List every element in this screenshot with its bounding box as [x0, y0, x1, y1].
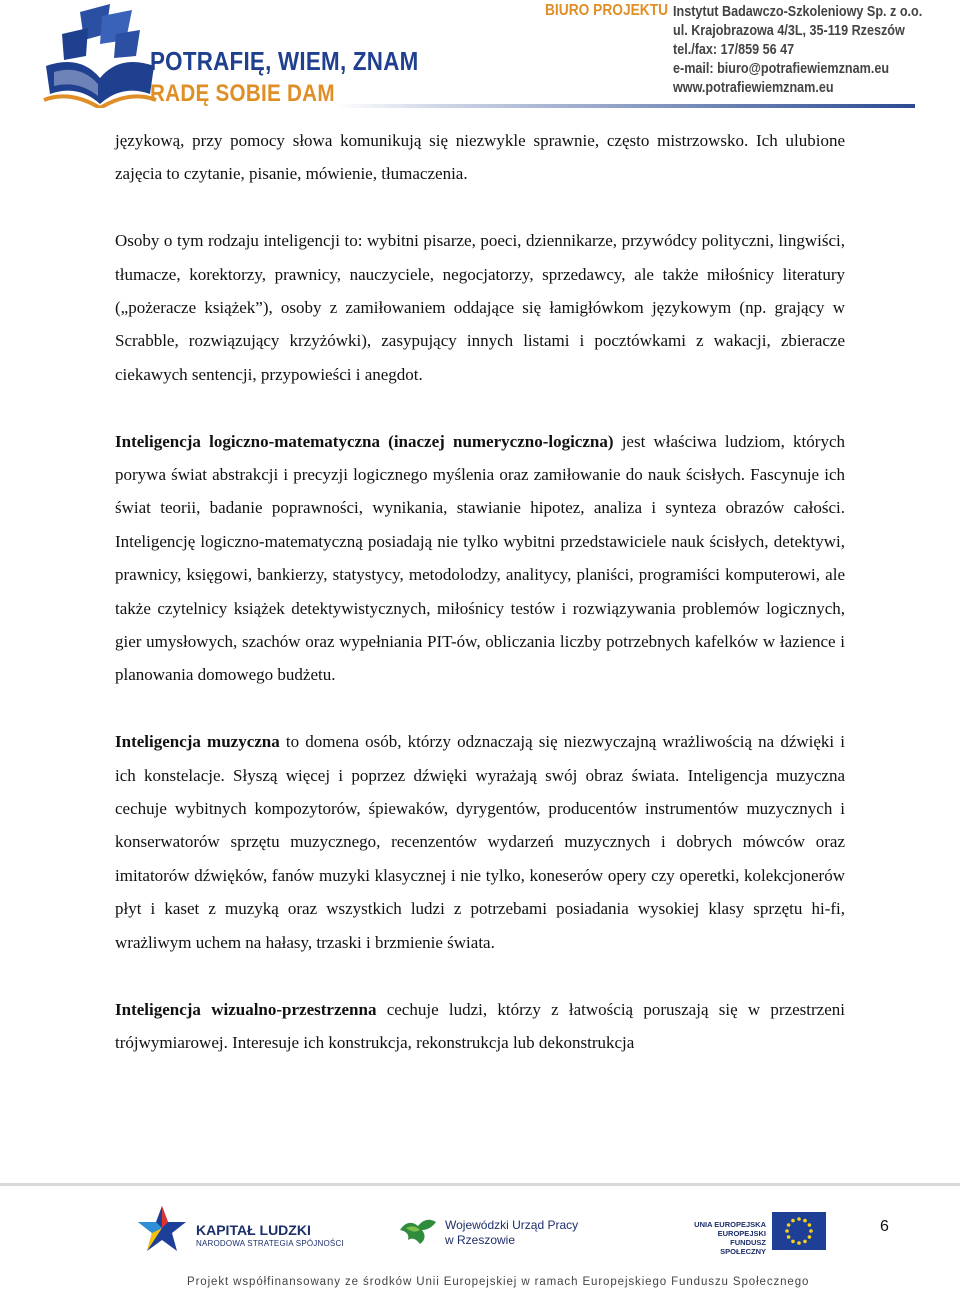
paragraph-3-text: jest właściwa ludziom, których porywa świat abstrakcji i precyzji logicznego myślenia oraz zamiłowanie do nauk ścisłych. Fascynuje ich świat teorii, badanie poprawności, wynikania, stawianie hipotez, analiza i synteza obrazów całości. Inteligencję logiczno-matematyczną posiadają nie tylko wybitni przedstawiciele nauk ścisłych, detektywi, prawnicy, księgowi, bankierzy, statystycy, metodolodzy, analitycy, planiści, programiści komputerowi, ale także czytelnicy książek detektywistycznych, miłośnicy testów i rozwiązywania problemów logicznych, gier umysłowych, szachów oraz wypełniania PIT-ów, obliczania liczby potrzebnych kafelków w łazience i planowania domowego budżetu. — [115, 431, 845, 685]
term-musical: Inteligencja muzyczna — [115, 732, 280, 752]
paragraph-visual-spatial — [115, 993, 845, 1060]
kapital-ludzki-subtitle: NARODOWA STRATEGIA SPÓJNOŚCI — [196, 1239, 344, 1248]
paragraph-5-text: cechuje ludzi, którzy z łatwością poruszają się w przestrzeni trójwymiarowej. Interesuje ich konstrukcja, rekonstrukcja lub dekonstrukcja — [115, 999, 845, 1052]
paragraph-2: Osoby o tym rodzaju inteligencji to: wybitni pisarze, poeci, dziennikarze, przywódcy polityczni, lingwiści, tłumacze, korektorzy, prawnicy, nauczyciele, negocjatorzy, sprzedawcy, ale także miłośnicy literatury („pożeracze książek”), osoby z zamiłowaniem oddające się łamigłówkom językowym (np. grający w Scrabble, rozwiązujący krzyżówki), zasypujący innych listami i pocztówkami z wakacji, zbieracze ciekawych sentencji, przypowieści i anegdot. — [115, 231, 845, 384]
page-number: 6 — [880, 1218, 889, 1235]
term-visual-spatial: Inteligencja wizualno-przestrzenna — [115, 999, 377, 1019]
email: e-mail: biuro@potrafiewiemznam.eu — [673, 60, 890, 77]
header-divider — [335, 104, 915, 108]
wup-emblem-icon — [396, 1212, 440, 1248]
footer-divider — [0, 1183, 960, 1186]
institute-name: Instytut Badawczo-Szkoleniowy Sp. z o.o. — [673, 3, 923, 20]
contact-block — [673, 2, 922, 97]
paragraph-musical — [115, 725, 845, 959]
funding-note: Projekt współfinansowany ze środków Unii Europejskiej w ramach Europejskiego Funduszu Społecznego — [187, 1276, 810, 1288]
phone-fax: tel./fax: 17/859 56 47 — [673, 41, 795, 58]
document-body — [115, 124, 845, 1059]
term-logical-mathematical: Inteligencja logiczno-matematyczna (inaczej numeryczno-logiczna) — [115, 431, 614, 451]
paragraph-logical-mathematical — [115, 425, 845, 692]
page-header — [0, 0, 960, 112]
kapital-ludzki-title: KAPITAŁ LUDZKI — [196, 1222, 311, 1238]
wup-line-2: w Rzeszowie — [445, 1233, 516, 1247]
eu-line-1: UNIA EUROPEJSKA — [694, 1220, 766, 1229]
eu-flag-icon — [772, 1212, 826, 1250]
wup-line-1: Wojewódzki Urząd Pracy — [445, 1218, 579, 1232]
brand-name-line1: POTRAFIĘ, WIEM, ZNAM — [150, 46, 419, 76]
paragraph-4-text: to domena osób, którzy odznaczają się niezwyczajną wrażliwością na dźwięki i ich konstelacje. Słyszą więcej i poprzez dźwięki wyrażają swój obraz świata. Inteligencja muzyczna cechuje wybitnych kompozytorów, śpiewaków, dyrygentów, producentów instrumentów muzycznych i konserwatorów sprzętu muzycznego, recenzentów wydarzeń muzycznych i dobrych mówców oraz imitatorów dźwięków, fanów muzyki klasycznej i nie tylko, koneserów opery czy operetki, kolekcjonerów płyt i kaset z muzyką oraz wszystkich ludzi z potrzebami posiadania wysokiej klasy sprzętu hi-fi, wrażliwym uchem na hałasy, trzaski i brzmienie świata. — [115, 732, 845, 952]
project-office-label: BIURO PROJEKTU — [545, 2, 669, 19]
open-book-birds-logo-icon — [40, 4, 160, 108]
kapital-ludzki-star-logo-icon — [136, 1204, 188, 1254]
address: ul. Krajobrazowa 4/3L, 35-119 Rzeszów — [673, 22, 905, 39]
eu-line-3: FUNDUSZ SPOŁECZNY — [720, 1238, 766, 1256]
brand-name-line2: RADĘ SOBIE DAM — [150, 80, 335, 107]
eu-line-2: EUROPEJSKI — [717, 1229, 766, 1238]
eu-fund-label — [688, 1220, 766, 1256]
wup-name — [445, 1218, 578, 1248]
website: www.potrafiewiemznam.eu — [673, 79, 834, 96]
paragraph-1: językową, przy pomocy słowa komunikują się niezwykle sprawnie, często mistrzowsko. Ich ulubione zajęcia to czytanie, pisanie, mówienie, tłumaczenia. — [115, 131, 845, 184]
